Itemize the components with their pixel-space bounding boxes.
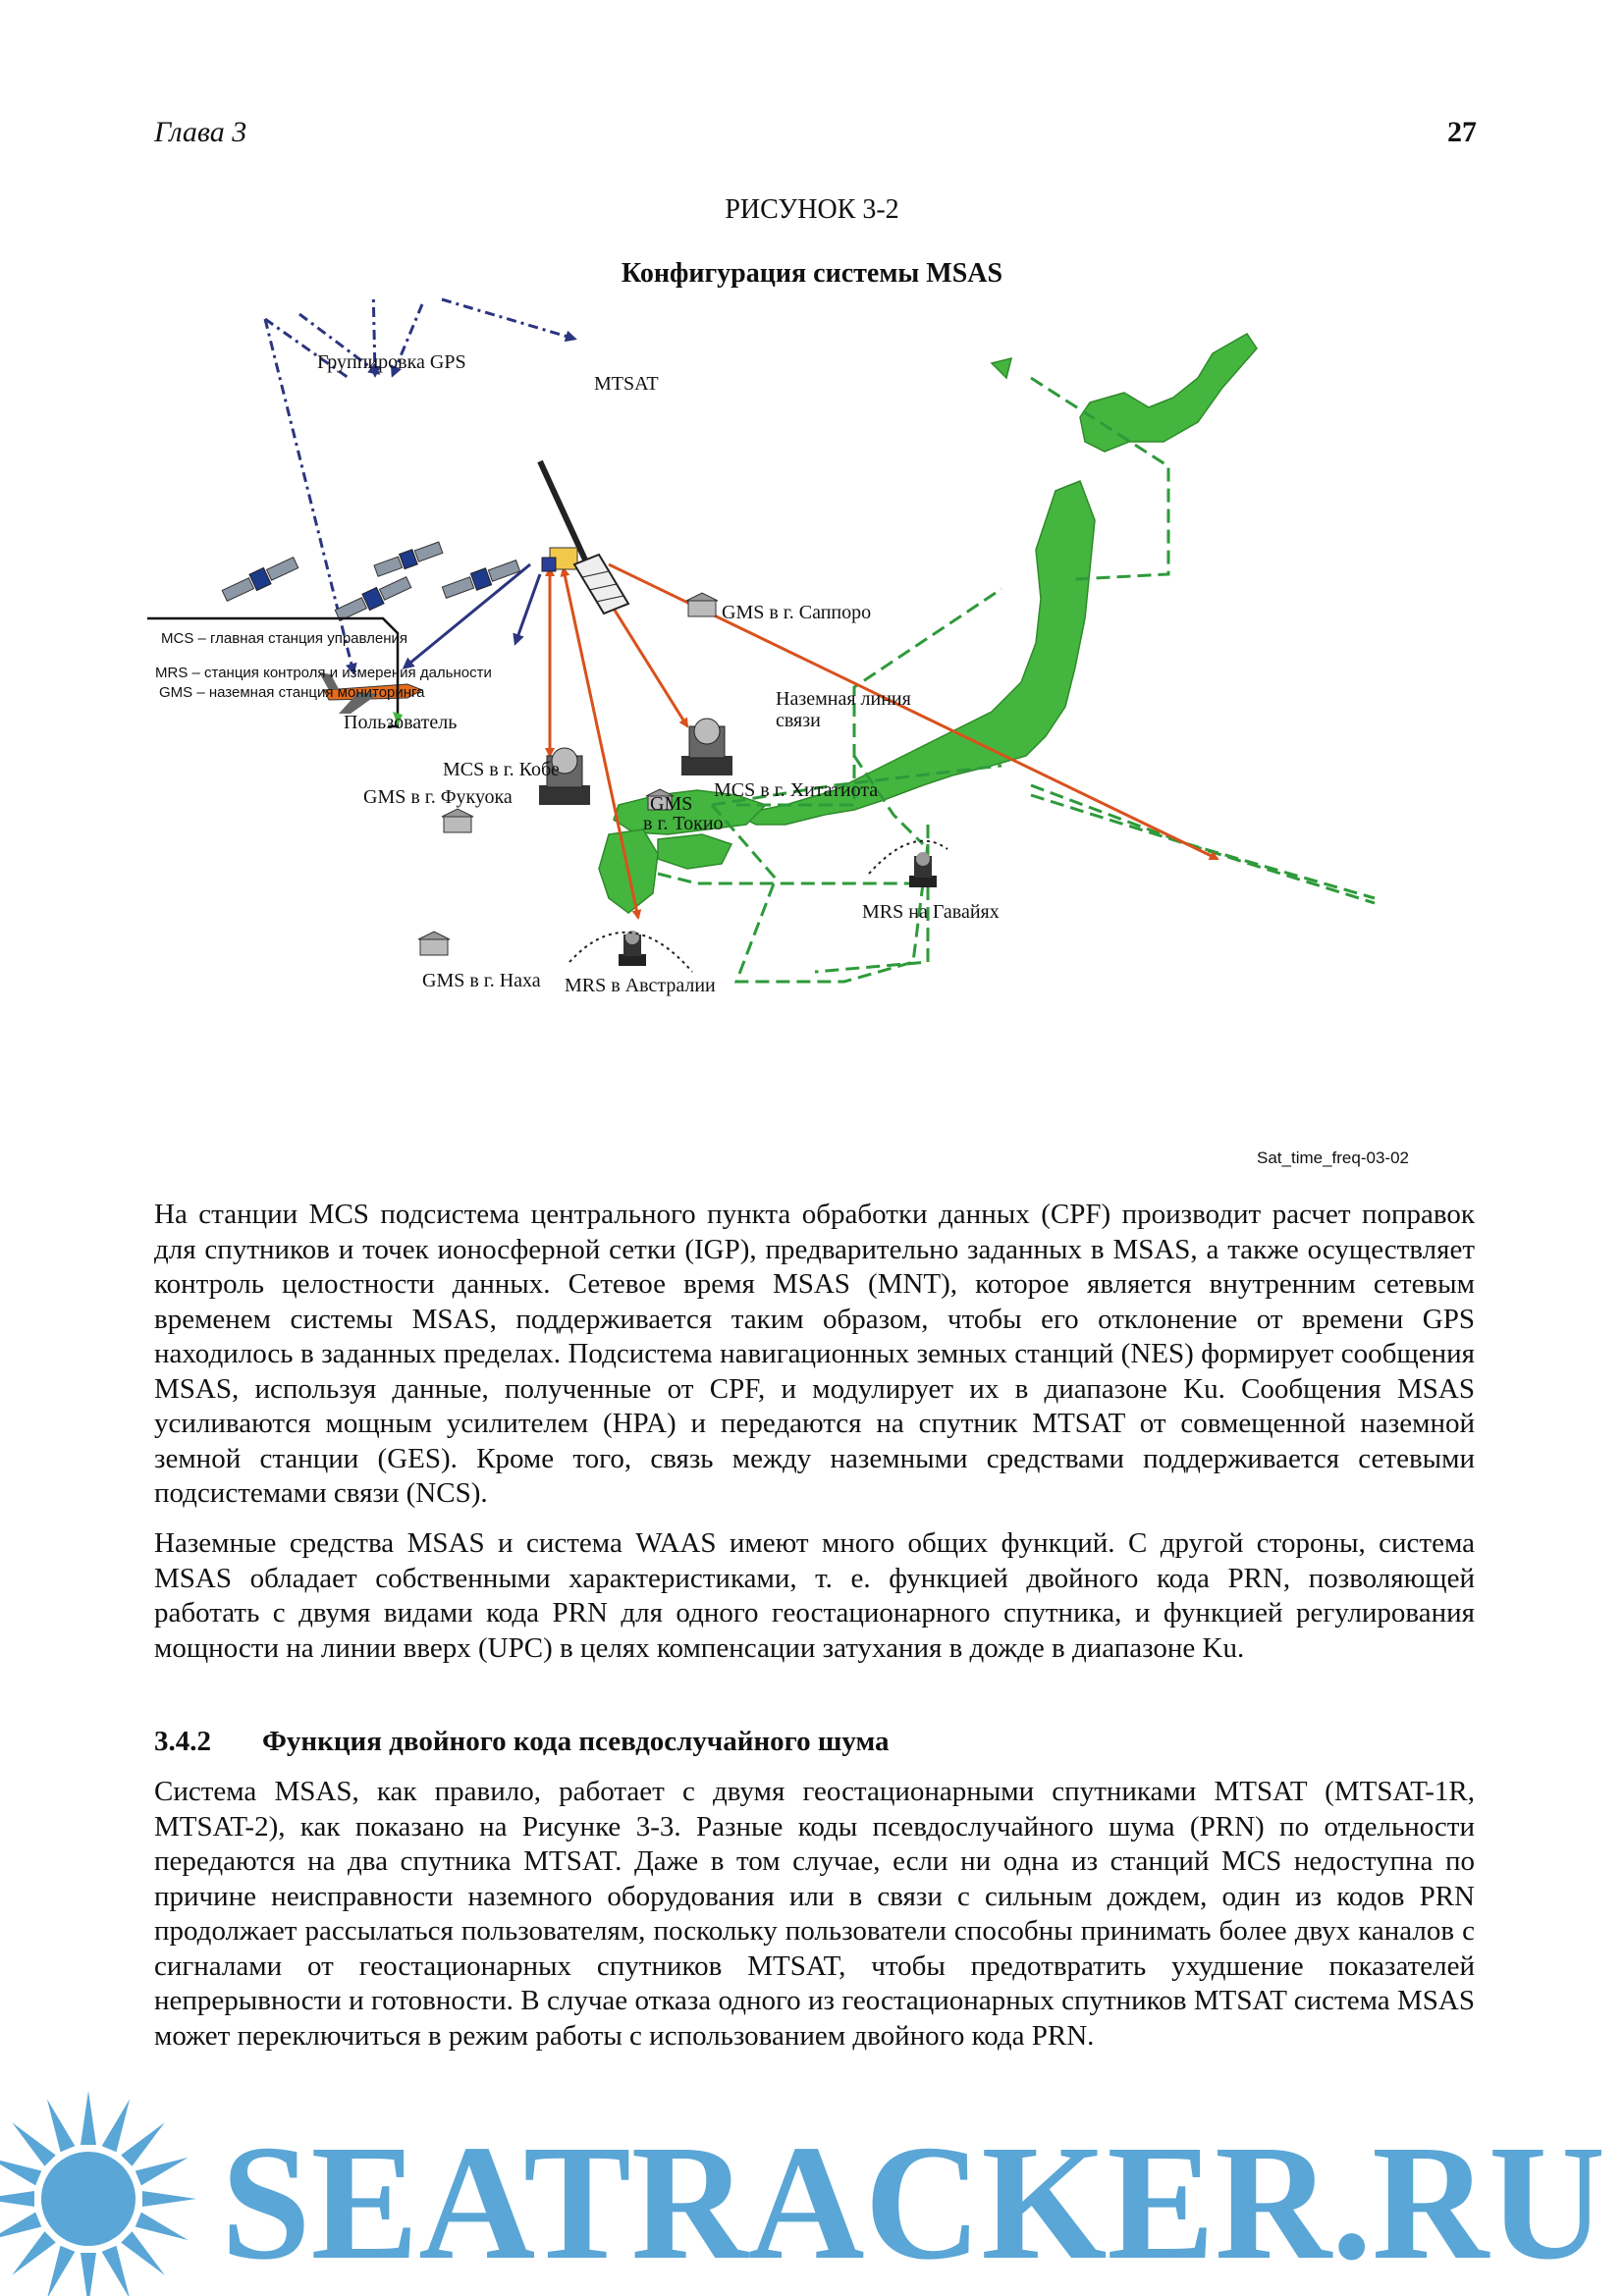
gms-naha-icon	[418, 932, 450, 955]
ground-link-label-1: Наземная линия	[776, 688, 911, 710]
watermark-text: SEATRACKER.RU	[221, 2111, 1605, 2294]
section-number: 3.4.2	[154, 1726, 211, 1757]
mrs-hawaii-label: MRS на Гавайях	[862, 901, 1000, 923]
watermark	[0, 2052, 1624, 2296]
mtsat-label: MTSAT	[594, 373, 659, 395]
legend-gms: GMS – наземная станция мониторинга	[159, 684, 425, 701]
gms-fukuoka-label: GMS в г. Фукуока	[363, 786, 513, 808]
gps-label: Группировка GPS	[317, 351, 466, 373]
mtsat-to-user	[405, 564, 540, 667]
ground-links	[658, 378, 1375, 982]
mcs-kobe-label: MCS в г. Кобе	[443, 759, 560, 780]
gms-tokyo-label-1: GMS	[650, 793, 693, 815]
gps-satellite-1	[221, 555, 299, 604]
gps-satellite-4	[441, 558, 520, 601]
sun-icon	[0, 2091, 196, 2296]
gps-satellite-3	[373, 540, 443, 578]
ground-link-label-2: связи	[776, 710, 821, 731]
user-label: Пользователь	[344, 712, 458, 733]
mrs-australia-label: MRS в Австралии	[565, 975, 716, 996]
mrs-australia-icon	[619, 931, 646, 966]
msas-configuration-diagram	[147, 294, 1473, 1178]
gms-sapporo-icon	[686, 593, 718, 616]
chapter-header: Глава 3	[154, 116, 247, 148]
figure-title: Конфигурация системы MSAS	[621, 258, 1003, 289]
mtsat-satellite	[540, 461, 628, 614]
section-heading	[154, 1726, 890, 1758]
gms-naha-label: GMS в г. Наха	[422, 970, 541, 991]
paragraph-3: Система MSAS, как правило, работает с двумя геостационарными спутниками MTSAT (MTSAT-1R, MTSAT-2), как показано на Рисунке 3-3. Разные коды псевдослучайного шума (PRN) по отдельности передаются на два спутника MTSAT. Даже в том случае, если ни одна из станций MCS недоступна по причине неисправности наземного оборудования или в связи с сильным дождем, один из кодов PRN продолжает рассылаться пользователям, поскольку пользователи способны принимать более двух каналов с сигналами от геостационарных спутников MTSAT, чтобы предотвратить ухудшение показателей непрерывности и готовности. В случае отказа одного из геостационарных спутников MTSAT система MSAS может переключиться в режим работы с использованием двойного кода PRN.	[154, 1776, 1475, 2052]
gms-fukuoka-icon	[442, 809, 473, 832]
section-title: Функция двойного кода псевдослучайного шума	[262, 1726, 890, 1757]
mcs-hitachiota-icon	[681, 719, 732, 775]
gms-sapporo-label: GMS в г. Саппоро	[722, 602, 872, 623]
mcs-hitachiota-label: MCS в г. Хитатиота	[714, 779, 879, 801]
mrs-hawaii-icon	[909, 852, 937, 887]
paragraph-1: На станции MCS подсистема центрального пункта обработки данных (CPF) производит расчет поправок для спутников и точек ионосферной сетки (IGP), предварительно заданных в MSAS, а также осуществляет контроль целостности данных. Сетевое время MSAS (MNT), которое является внутренним сетевым временем системы MSAS, поддерживается таким образом, чтобы его отклонение от времени GPS находилось в заданных пределах. Подсистема навигационных земных станций (NES) формирует сообщения MSAS, используя данные, полученные от CPF, и модулирует их в диапазоне Ku. Сообщения MSAS усиливаются мощным усилителем (HPA) и передаются на спутник MTSAT от совмещенной наземной земной станции (GES). Кроме того, связь между наземными средствами поддерживается сетевыми подсистемами связи (NCS).	[154, 1199, 1475, 1509]
figure-label: РИСУНОК 3-2	[725, 194, 899, 225]
legend-mrs: MRS – станция контроля и измерения дальности	[155, 665, 492, 681]
gps-satellite-2	[334, 574, 412, 623]
coverage-arc-hawaii	[869, 841, 947, 874]
figure-reference: Sat_time_freq-03-02	[1257, 1148, 1409, 1167]
page-number: 27	[1447, 116, 1477, 148]
paragraph-2: Наземные средства MSAS и система WAAS имеют много общих функций. С другой стороны, система MSAS обладает собственными характеристиками, т. е. функцией двойного кода PRN, позволяющей работать с двумя видами кода PRN для одного геостационарного спутника, и функцией регулирования мощности на линии вверх (UPC) в целях компенсации затухания в дожде в диапазоне Ku.	[154, 1527, 1475, 1664]
legend-mcs: MCS – главная станция управления	[161, 630, 408, 647]
gms-tokyo-label-2: в г. Токио	[643, 813, 724, 834]
